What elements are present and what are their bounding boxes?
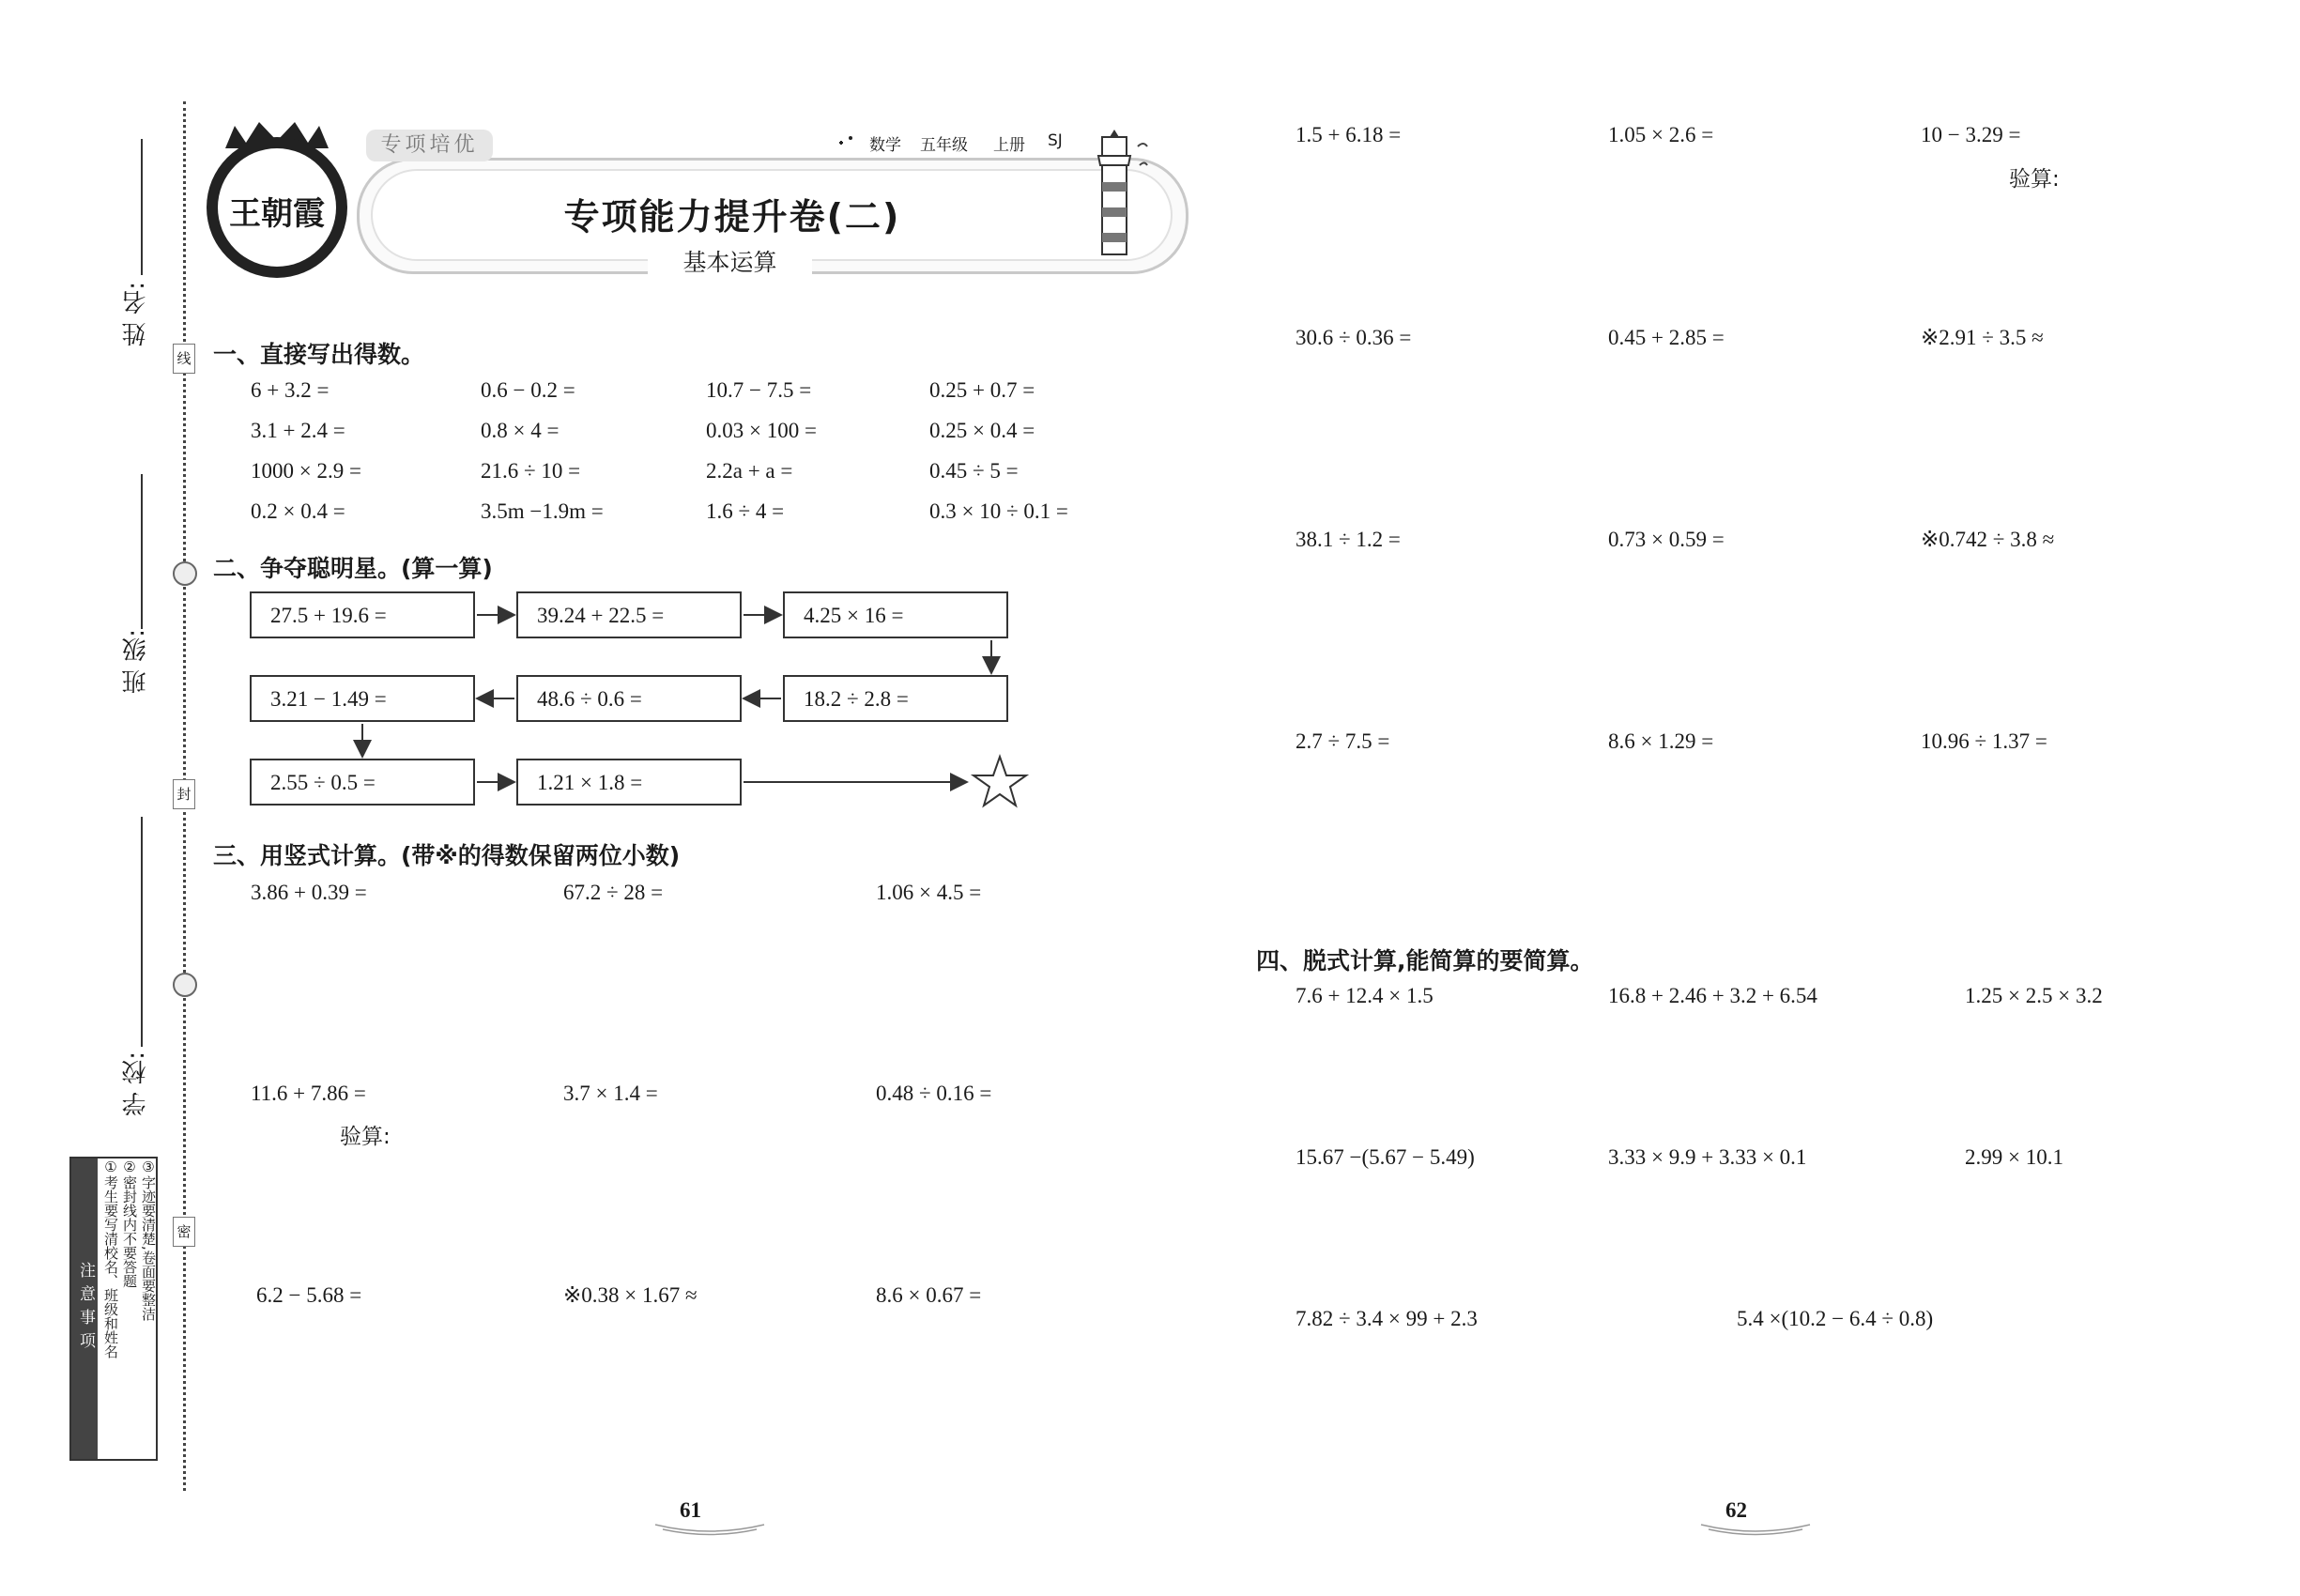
s4-q-1-1: 7.6 + 12.4 × 1.5 xyxy=(1296,984,1434,1007)
flow-box-1-text: 27.5 + 19.6 = xyxy=(270,604,387,627)
s4-q-3-2: 5.4 ×(10.2 − 6.4 ÷ 0.8) xyxy=(1737,1307,1934,1330)
s1-q-1-1: 6 + 3.2 = xyxy=(251,378,330,402)
section3-title: 三、用竖式计算。(带※的得数保留两位小数) xyxy=(213,842,681,869)
flow-box-5-text: 48.6 ÷ 0.6 = xyxy=(537,687,642,711)
notice-item-2: ②密封线内不要答题 xyxy=(121,1159,138,1288)
s1-q-4-3: 1.6 ÷ 4 = xyxy=(706,499,785,523)
s3r-q-2-3: ※2.91 ÷ 3.5 ≈ xyxy=(1921,326,2044,349)
flow-box-3-text: 4.25 × 16 = xyxy=(804,604,904,627)
s3r-q-3-3: ※0.742 ÷ 3.8 ≈ xyxy=(1921,528,2055,551)
school-label: 学 校: xyxy=(122,1051,150,1117)
star-icon xyxy=(974,757,1026,806)
s1-q-1-2: 0.6 − 0.2 = xyxy=(481,378,575,402)
section1-title: 一、直接写出得数。 xyxy=(213,341,425,368)
page-title: 专项能力提升卷(二) xyxy=(563,196,901,238)
s3-q-3-2: ※0.38 × 1.67 ≈ xyxy=(563,1283,698,1307)
s4-q-1-3: 1.25 × 2.5 × 3.2 xyxy=(1965,984,2103,1007)
flow-box-4-text: 18.2 ÷ 2.8 = xyxy=(804,687,909,711)
subject-label: 数学 xyxy=(869,136,901,155)
seal-char-secret: 密 xyxy=(173,1217,195,1247)
s1-q-4-4: 0.3 × 10 ÷ 0.1 = xyxy=(929,499,1068,523)
s1-q-2-2: 0.8 × 4 = xyxy=(481,419,560,442)
notice-item-3: ③字迹要清楚,卷面要整洁 xyxy=(140,1159,157,1321)
s3r-q-3-1: 38.1 ÷ 1.2 = xyxy=(1296,528,1401,551)
notice-heading: 注意事项 xyxy=(71,1159,98,1459)
s3-q-1-2: 67.2 ÷ 28 = xyxy=(563,881,664,904)
s3-q-1-1: 3.86 + 0.39 = xyxy=(251,881,367,904)
page-number-right: 62 xyxy=(1725,1498,1747,1522)
page-ornament-left xyxy=(653,1523,766,1536)
notice-box xyxy=(69,1157,158,1461)
s3-q-2-3: 0.48 ÷ 0.16 = xyxy=(876,1082,992,1105)
s3-q-1-3: 1.06 × 4.5 = xyxy=(876,881,982,904)
s3-q-3-3: 8.6 × 0.67 = xyxy=(876,1283,982,1307)
s3-q-2-2: 3.7 × 1.4 = xyxy=(563,1082,658,1105)
s1-q-3-4: 0.45 ÷ 5 = xyxy=(929,459,1019,483)
flow-box-8-text: 1.21 × 1.8 = xyxy=(537,771,643,794)
lighthouse-icon xyxy=(1081,128,1157,259)
s1-q-1-3: 10.7 − 7.5 = xyxy=(706,378,812,402)
s3r-q-3-2: 0.73 × 0.59 = xyxy=(1608,528,1725,551)
s3r-q-1-2: 1.05 × 2.6 = xyxy=(1608,123,1714,146)
s4-q-2-1: 15.67 −(5.67 − 5.49) xyxy=(1296,1145,1475,1169)
seal-hole-1 xyxy=(173,561,197,586)
edition-label: SJ xyxy=(1048,131,1063,150)
name-label: 姓 名: xyxy=(122,282,150,347)
seal-char-seal: 封 xyxy=(173,779,195,809)
logo xyxy=(218,148,336,267)
s3-q-3-1: 6.2 − 5.68 = xyxy=(256,1283,362,1307)
s3r-q-4-1: 2.7 ÷ 7.5 = xyxy=(1296,729,1390,753)
sparkle-icon xyxy=(836,133,856,152)
s4-q-3-1: 7.82 ÷ 3.4 × 99 + 2.3 xyxy=(1296,1307,1478,1330)
s3r-q-4-3: 10.96 ÷ 1.37 = xyxy=(1921,729,2047,753)
seal-char-line: 线 xyxy=(173,344,195,374)
grade-label: 五年级 xyxy=(920,136,968,155)
class-label: 班 级: xyxy=(122,629,150,695)
flow-box-7-text: 2.55 ÷ 0.5 = xyxy=(270,771,376,794)
s3-check-label-left: 验算: xyxy=(340,1125,391,1149)
s3r-q-4-2: 8.6 × 1.29 = xyxy=(1608,729,1714,753)
volume-label: 上册 xyxy=(993,136,1025,155)
s1-q-2-4: 0.25 × 0.4 = xyxy=(929,419,1035,442)
s1-q-2-1: 3.1 + 2.4 = xyxy=(251,419,345,442)
s1-q-3-2: 21.6 ÷ 10 = xyxy=(481,459,581,483)
page-number-left: 61 xyxy=(680,1498,701,1522)
section2-title: 二、争夺聪明星。(算一算) xyxy=(213,555,493,582)
flow-box-2-text: 39.24 + 22.5 = xyxy=(537,604,665,627)
s3r-q-2-2: 0.45 + 2.85 = xyxy=(1608,326,1725,349)
s3r-q-1-1: 1.5 + 6.18 = xyxy=(1296,123,1402,146)
flow-arrows xyxy=(244,582,1042,826)
page-ornament-right xyxy=(1699,1523,1812,1536)
s1-q-3-3: 2.2a + a = xyxy=(706,459,793,483)
flow-box-6-text: 3.21 − 1.49 = xyxy=(270,687,387,711)
notice-item-1: ①考生要写清校名、班级和姓名 xyxy=(102,1159,119,1358)
s3r-q-2-1: 30.6 ÷ 0.36 = xyxy=(1296,326,1412,349)
name-line xyxy=(141,139,143,275)
s3r-q-1-3: 10 − 3.29 = xyxy=(1921,123,2021,146)
s1-q-1-4: 0.25 + 0.7 = xyxy=(929,378,1035,402)
page-subtitle: 基本运算 xyxy=(682,249,777,276)
s3-check-label-right: 验算: xyxy=(2009,167,2060,192)
s4-q-2-3: 2.99 × 10.1 xyxy=(1965,1145,2063,1169)
logo-text: 王朝霞 xyxy=(229,195,325,233)
seal-hole-2 xyxy=(173,973,197,997)
s1-q-4-1: 0.2 × 0.4 = xyxy=(251,499,345,523)
s1-q-4-2: 3.5m −1.9m = xyxy=(481,499,604,523)
section4-title: 四、脱式计算,能简算的要简算。 xyxy=(1256,947,1594,974)
s4-q-1-2: 16.8 + 2.46 + 3.2 + 6.54 xyxy=(1608,984,1817,1007)
class-line xyxy=(141,474,143,629)
s1-q-2-3: 0.03 × 100 = xyxy=(706,419,817,442)
series-tab: 专项培优 xyxy=(366,130,493,161)
s3-q-2-1: 11.6 + 7.86 = xyxy=(251,1082,366,1105)
s4-q-2-2: 3.33 × 9.9 + 3.33 × 0.1 xyxy=(1608,1145,1807,1169)
subtitle-tag xyxy=(648,242,812,280)
s1-q-3-1: 1000 × 2.9 = xyxy=(251,459,361,483)
school-line xyxy=(141,817,143,1047)
